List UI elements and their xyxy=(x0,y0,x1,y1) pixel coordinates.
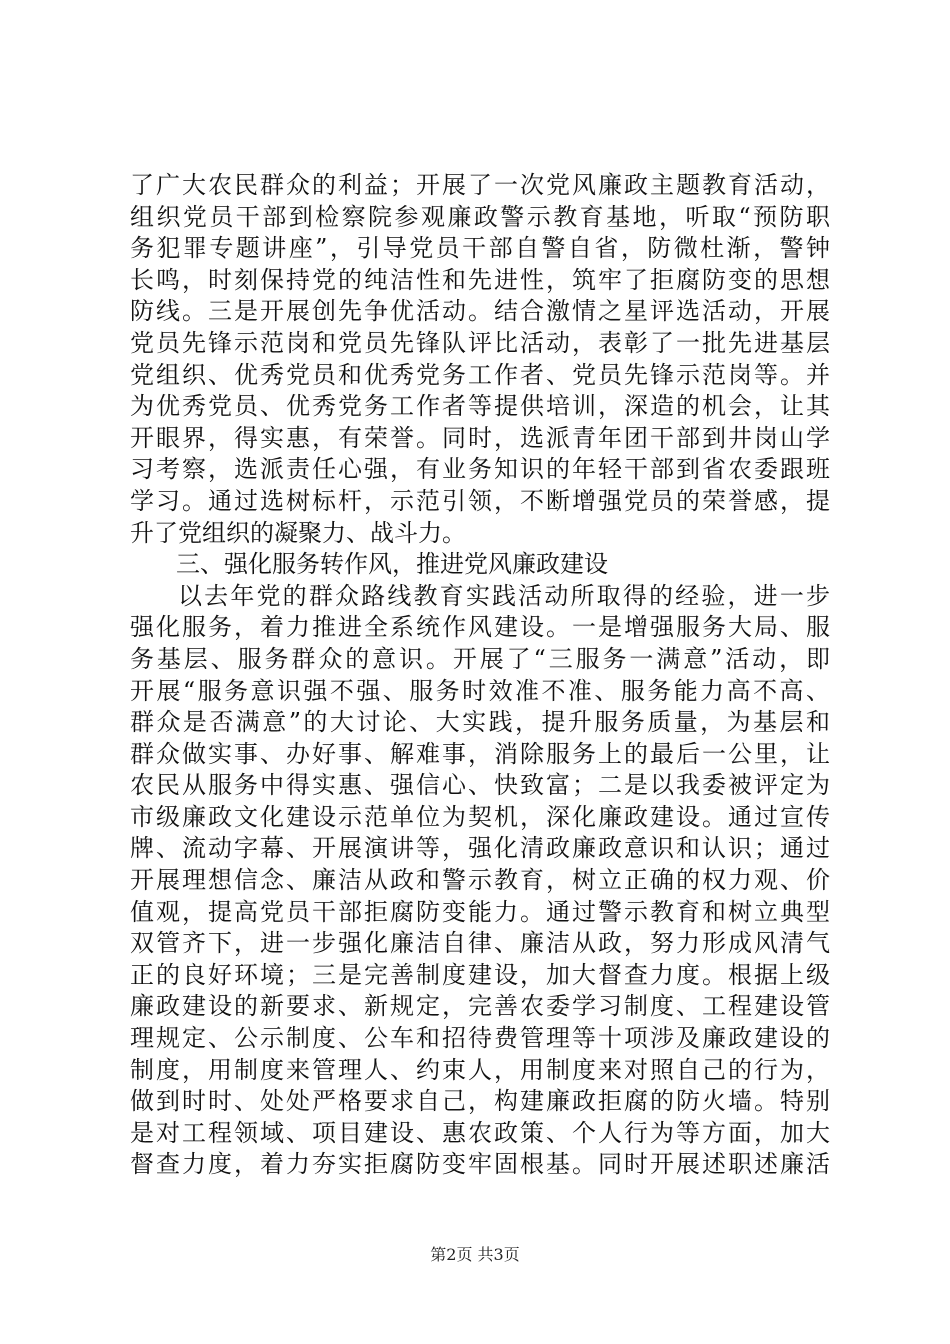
text-line: 学习。通过选树标杆，示范引领，不断增强党员的荣誉感，提 xyxy=(130,486,830,515)
paragraph-2 xyxy=(130,581,830,1181)
text-line: 务基层、服务群众的意识。开展了“三服务一满意”活动，即 xyxy=(130,644,830,673)
text-line: 为优秀党员、优秀党务工作者等提供培训，深造的机会，让其 xyxy=(130,392,830,421)
text-line: 防线。三是开展创先争优活动。结合激情之星评选活动，开展 xyxy=(130,297,830,326)
text-line: 了广大农民群众的利益；开展了一次党风廉政主题教育活动， xyxy=(130,171,830,199)
text-line: 群众是否满意”的大讨论、大实践，提升服务质量，为基层和 xyxy=(130,708,830,737)
text-line: 习考察，选派责任心强，有业务知识的年轻干部到省农委跟班 xyxy=(130,455,830,484)
text-line: 理规定、公示制度、公车和招待费管理等十项涉及廉政建设的 xyxy=(130,1024,830,1053)
text-line: 开展“服务意识强不强、服务时效准不准、服务能力高不高、 xyxy=(130,676,830,705)
text-line: 群众做实事、办好事、解难事，消除服务上的最后一公里，让 xyxy=(130,739,830,768)
text-line: 做到时时、处处严格要求自己，构建廉政拒腐的防火墙。特别 xyxy=(130,1087,830,1116)
paragraph-1 xyxy=(130,170,830,549)
text-line: 开展理想信念、廉洁从政和警示教育，树立正确的权力观、价 xyxy=(130,866,830,895)
text-line: 农民从服务中得实惠、强信心、快致富；二是以我委被评定为 xyxy=(130,771,830,800)
text-line: 开眼界，得实惠，有荣誉。同时，选派青年团干部到井岗山学 xyxy=(130,423,830,452)
text-line: 正的良好环境；三是完善制度建设，加大督查力度。根据上级 xyxy=(130,960,830,989)
section-heading: 三、强化服务转作风，推进党风廉政建设 xyxy=(176,550,608,579)
text-line: 强化服务，着力推进全系统作风建设。一是增强服务大局、服 xyxy=(130,613,830,642)
text-line: 务犯罪专题讲座”，引导党员干部自警自省，防微杜渐，警钟 xyxy=(130,234,830,263)
text-line: 廉政建设的新要求、新规定，完善农委学习制度、工程建设管 xyxy=(130,992,830,1021)
text-line: 长鸣，时刻保持党的纯洁性和先进性，筑牢了拒腐防变的思想 xyxy=(130,265,830,294)
text-line: 党员先锋示范岗和党员先锋队评比活动，表彰了一批先进基层 xyxy=(130,328,830,357)
text-line: 市级廉政文化建设示范单位为契机，深化廉政建设。通过宣传 xyxy=(130,802,830,831)
text-line: 制度，用制度来管理人、约束人，用制度来对照自己的行为， xyxy=(130,1055,830,1084)
text-line: 是对工程领域、项目建设、惠农政策、个人行为等方面，加大 xyxy=(130,1118,830,1147)
text-line: 牌、流动字幕、开展演讲等，强化清政廉政意识和认识；通过 xyxy=(130,834,830,863)
document-body xyxy=(130,170,830,1181)
text-line: 党组织、优秀党员和优秀党务工作者、党员先锋示范岗等。并 xyxy=(130,360,830,389)
text-line: 值观，提高党员干部拒腐防变能力。通过警示教育和树立典型 xyxy=(130,897,830,926)
text-line: 双管齐下，进一步强化廉洁自律、廉洁从政，努力形成风清气 xyxy=(130,929,830,958)
text-line: 组织党员干部到检察院参观廉政警示教育基地，听取“预防职 xyxy=(130,202,830,231)
text-line: 以去年党的群众路线教育实践活动所取得的经验，进一步 xyxy=(178,581,830,610)
text-line: 升了党组织的凝聚力、战斗力。 xyxy=(130,518,466,547)
page-number-footer: 第2页 共3页 xyxy=(430,1245,520,1264)
text-line: 督查力度，着力夯实拒腐防变牢固根基。同时开展述职述廉活 xyxy=(130,1150,830,1179)
